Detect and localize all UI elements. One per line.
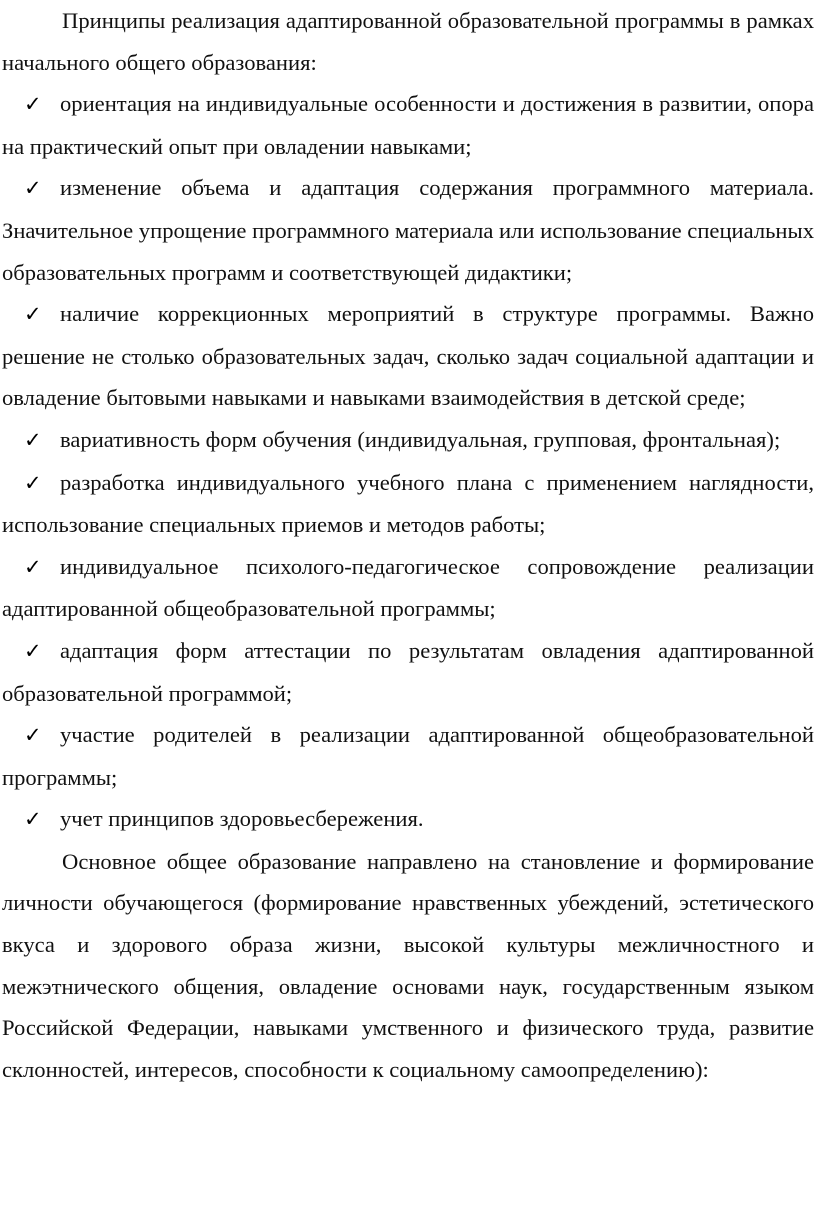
principles-list xyxy=(2,83,814,841)
checkmark-icon: ✓ xyxy=(24,638,42,663)
checkmark-icon: ✓ xyxy=(24,470,42,495)
list-item xyxy=(2,167,814,293)
list-item xyxy=(2,546,814,630)
list-item-text: вариативность форм обучения (индивидуальная, групповая, фронтальная); xyxy=(60,426,781,452)
checkmark-icon: ✓ xyxy=(24,723,42,748)
list-item-text: изменение объема и адаптация содержания программного материала. Значительное упрощение программного материала или использование специальных образовательных программ и соответствующей дидактики; xyxy=(2,175,814,285)
list-item-text: наличие коррекционных мероприятий в структуре программы. Важно решение не столько образовательных задач, сколько задач социальной адаптации и овладение бытовыми навыками и навыками взаимодействия в детской среде; xyxy=(2,301,814,411)
checkmark-icon: ✓ xyxy=(24,176,42,201)
list-item-text: индивидуальное психолого-педагогическое сопровождение реализации адаптированной общеобразовательной программы; xyxy=(2,553,814,622)
checkmark-icon: ✓ xyxy=(24,427,42,452)
list-item xyxy=(2,714,814,798)
list-item xyxy=(2,293,814,419)
checkmark-icon: ✓ xyxy=(24,92,42,117)
checkmark-icon: ✓ xyxy=(24,302,42,327)
checkmark-icon: ✓ xyxy=(24,807,42,832)
intro-paragraph: Принципы реализация адаптированной образовательной программы в рамках начального общего образования: xyxy=(2,8,814,75)
list-item xyxy=(2,419,814,462)
list-item-text: учет принципов здоровьесбережения. xyxy=(60,806,424,832)
list-item-text: участие родителей в реализации адаптированной общеобразовательной программы; xyxy=(2,722,814,790)
closing-paragraph: Основное общее образование направлено на становление и формирование личности обучающегося (формирование нравственных убеждений, эстетического вкуса и здорового образа жизни, высокой культуры межличностного и межэтнического общения, овладение основами наук, государственным языком Российской Федерации, навыками умственного и физического труда, развитие склонностей, интересов, способности к социальному самоопределению): xyxy=(2,848,814,1082)
list-item xyxy=(2,83,814,167)
list-item-text: адаптация форм аттестации по результатам овладения адаптированной образовательной программой; xyxy=(2,637,814,706)
list-item xyxy=(2,798,814,841)
list-item-text: разработка индивидуального учебного плана с применением наглядности, использование специальных приемов и методов работы; xyxy=(2,469,814,538)
list-item-text: ориентация на индивидуальные особенности и достижения в развитии, опора на практический опыт при овладении навыками; xyxy=(2,91,814,159)
list-item xyxy=(2,462,814,546)
checkmark-icon: ✓ xyxy=(24,554,42,579)
list-item xyxy=(2,630,814,714)
